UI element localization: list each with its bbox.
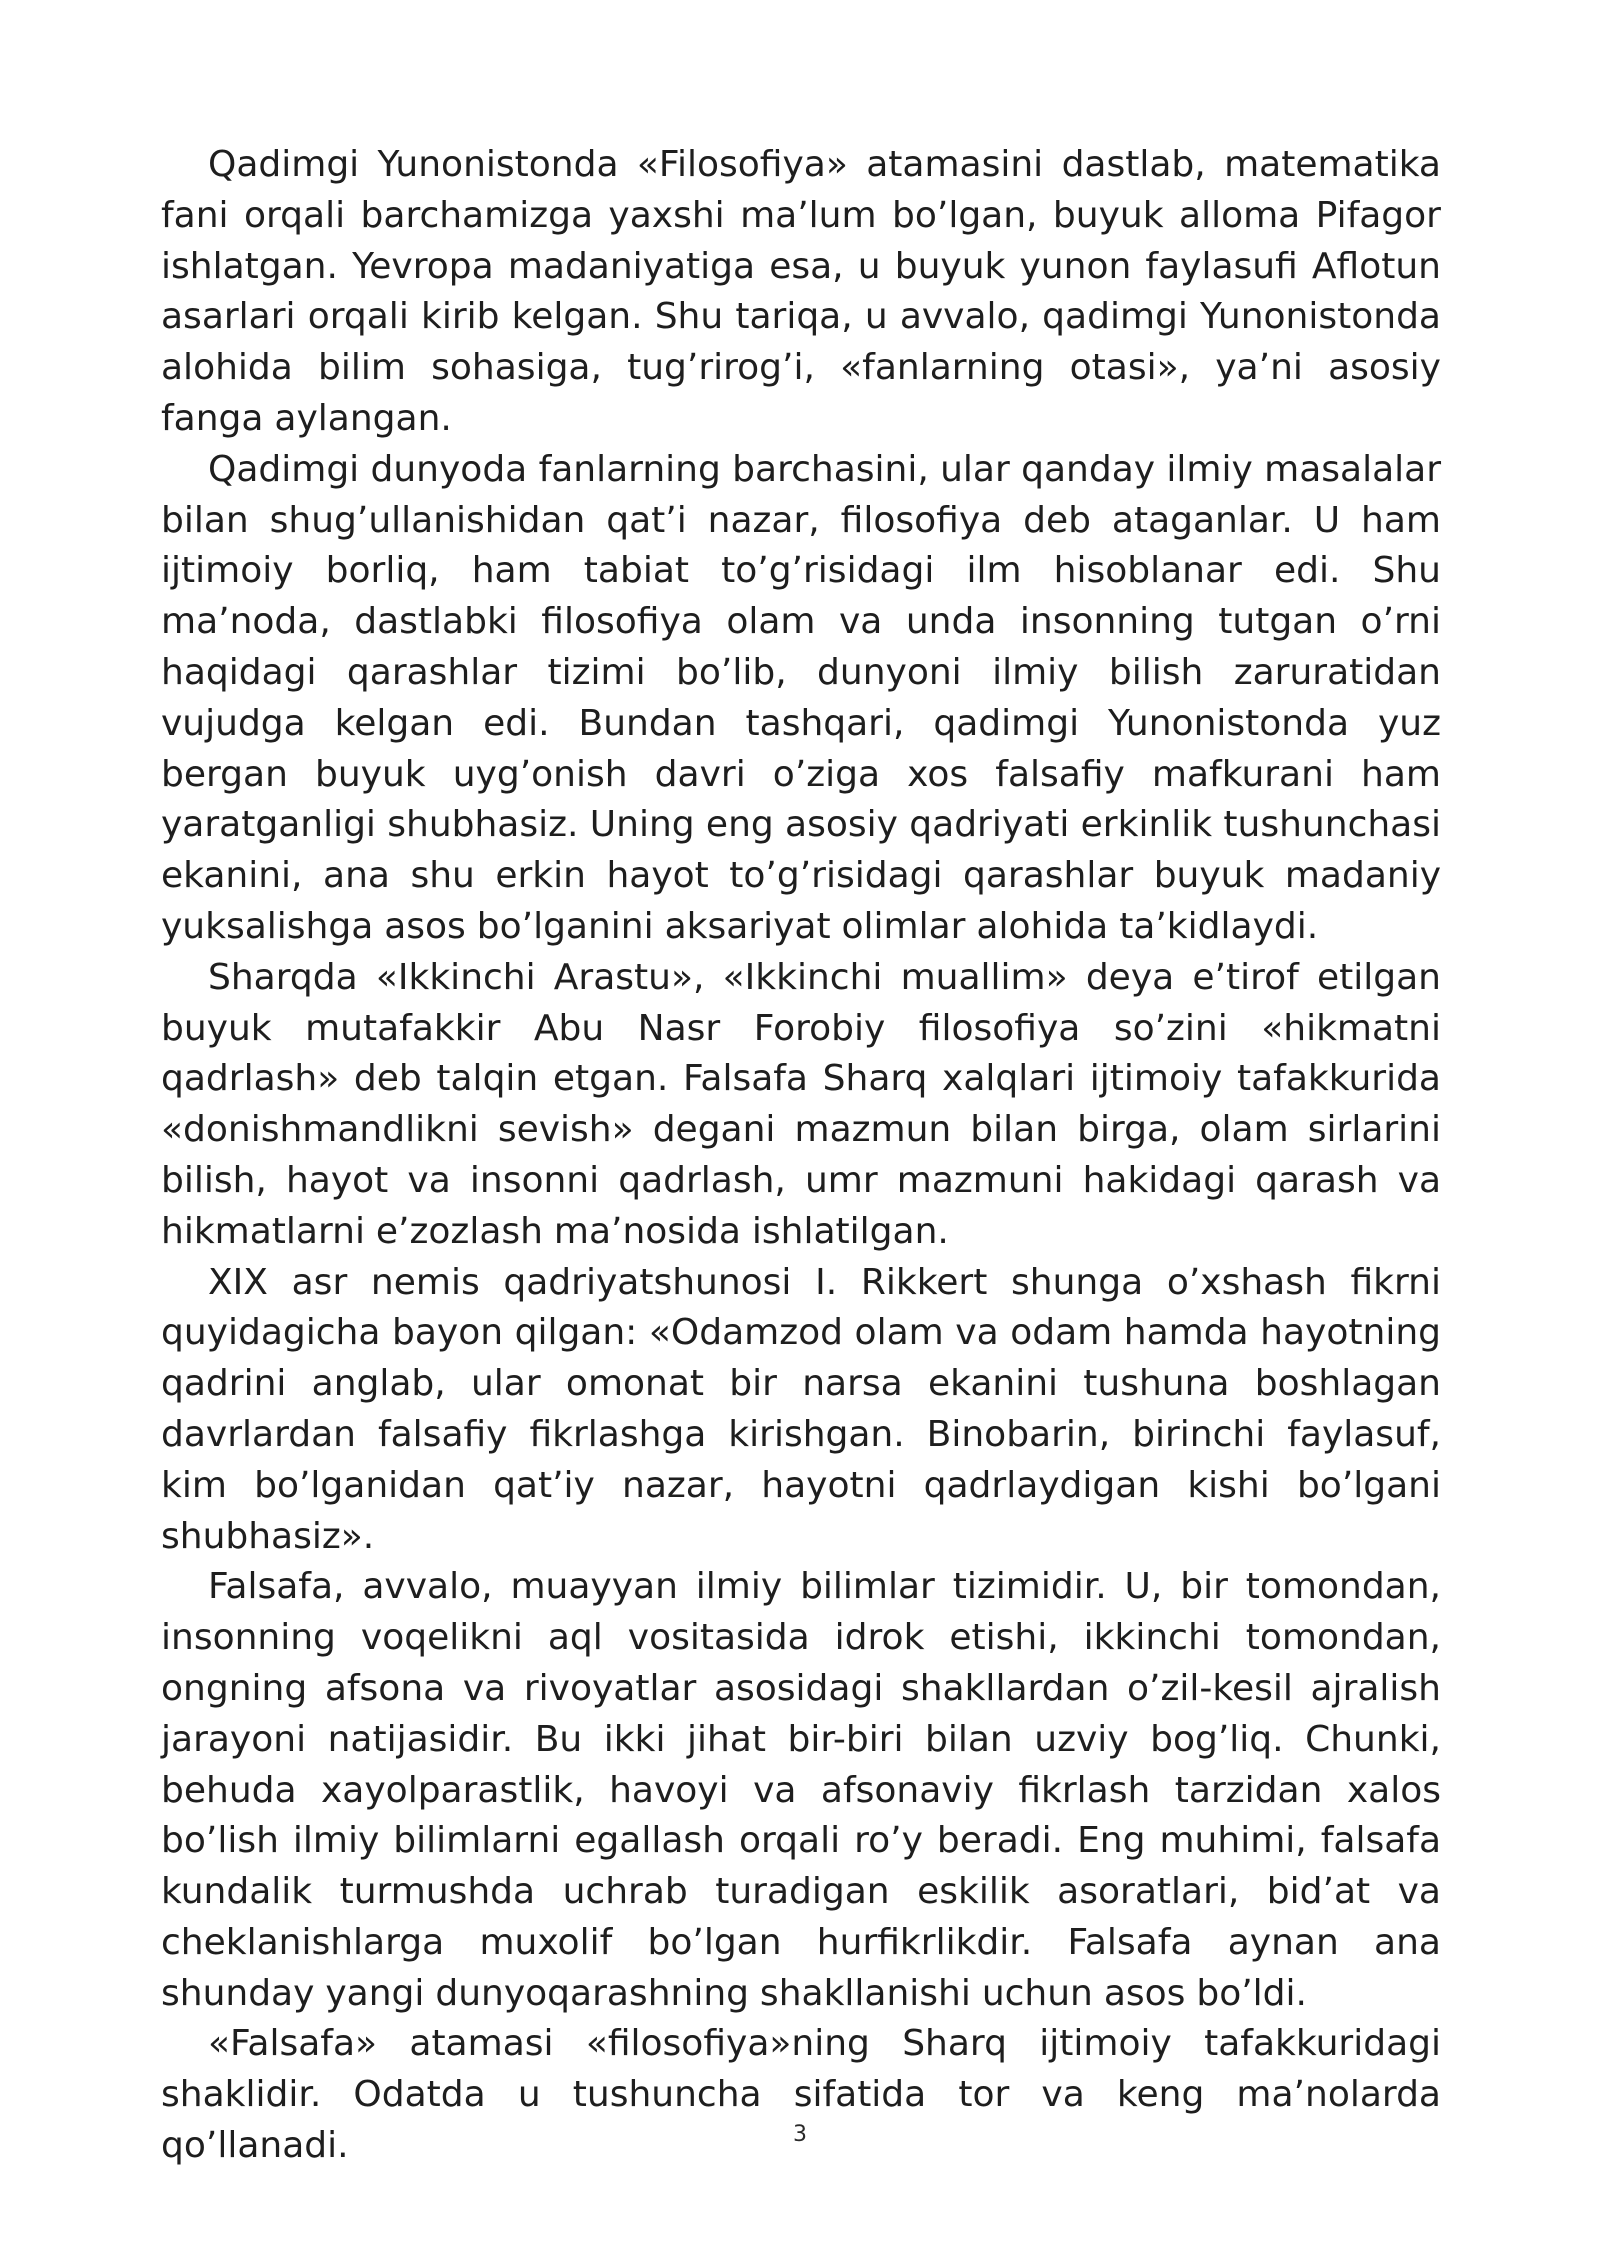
paragraph-1: Qadimgi Yunonistonda «Filosofiya» atamasini dastlab, matematika fani orqali barchamizga yaxshi ma’lum bo’lgan, buyuk alloma Pifagor ishlatgan. Yevropa madaniyatiga esa, u buyuk yunon faylasufi Aflotun asarlari orqali kirib kelgan. Shu tariqa, u avvalo, qadimgi Yunonistonda alohida bilim sohasiga, tug’rirog’i, «fanlarning otasi», ya’ni asosiy fanga aylangan. <box>161 144 1441 439</box>
paragraph-3: Sharqda «Ikkinchi Arastu», «Ikkinchi muallim» deya e’tirof etilgan buyuk mutafakkir Abu Nasr Forobiy filosofiya so’zini «hikmatni qadrlash» deb talqin etgan. Falsafa Sharq xalqlari ijtimoiy tafakkurida «donishmandlikni sevish» degani mazmun bilan birga, olam sirlarini bilish, hayot va insonni qadrlash, umr mazmuni hakidagi qarash va hikmatlarni e’zozlash ma’nosida ishlatilgan. <box>161 956 1441 1252</box>
paragraph-5: Falsafa, avvalo, muayyan ilmiy bilimlar tizimidir. U, bir tomondan, insonning voqelikni aql vositasida idrok etishi, ikkinchi tomondan, ongning afsona va rivoyatlar asosidagi shakllardan o’zil-kesil ajralish jarayoni natijasidir. Bu ikki jihat bir-biri bilan uzviy bog’liq. Chunki, behuda xayolparastlik, havoyi va afsonaviy fikrlash tarzidan xalos bo’lish ilmiy bilimlarni egallash orqali ro’y beradi. Eng muhimi, falsafa kundalik turmushda uchrab turadigan eskilik asoratlari, bid’at va cheklanishlarga muxolif bo’lgan hurfikrlikdir. Falsafa aynan ana shunday yangi dunyoqarashning shakllanishi uchun asos bo’ldi. <box>161 1566 1441 2014</box>
page-number: 3 <box>793 2122 807 2147</box>
body-text <box>161 140 1441 2172</box>
paragraph-6: «Falsafa» atamasi «filosofiya»ning Sharq ijtimoiy tafakkuridagi shaklidir. Odatda u tushuncha sifatida tor va keng ma’nolarda qo’llanadi. <box>161 2023 1441 2167</box>
paragraph-2: Qadimgi dunyoda fanlarning barchasini, ular qanday ilmiy masalalar bilan shug’ullanishidan qat’i nazar, filosofiya deb ataganlar. U ham ijtimoiy borliq, ham tabiat to’g’risidagi ilm hisoblanar edi. Shu ma’noda, dastlabki filosofiya olam va unda insonning tutgan o’rni haqidagi qarashlar tizimi bo’lib, dunyoni ilmiy bilish zaruratidan vujudga kelgan edi. Bundan tashqari, qadimgi Yunonistonda yuz bergan buyuk uyg’onish davri o’ziga xos falsafiy mafkurani ham yaratganligi shubhasiz. Uning eng asosiy qadriyati erkinlik tushunchasi ekanini, ana shu erkin hayot to’g’risidagi qarashlar buyuk madaniy yuksalishga asos bo’lganini aksariyat olimlar alohida ta’kidlaydi. <box>161 448 1441 947</box>
paragraph-4: XIX asr nemis qadriyatshunosi I. Rikkert shunga o’xshash fikrni quyidagicha bayon qilgan: «Odamzod olam va odam hamda hayotning qadrini anglab, ular omonat bir narsa ekanini tushuna boshlagan davrlardan falsafiy fikrlashga kirishgan. Binobarin, birinchi faylasuf, kim bo’lganidan qat’iy nazar, hayotni qadrlaydigan kishi bo’lgani shubhasiz». <box>161 1261 1441 1557</box>
